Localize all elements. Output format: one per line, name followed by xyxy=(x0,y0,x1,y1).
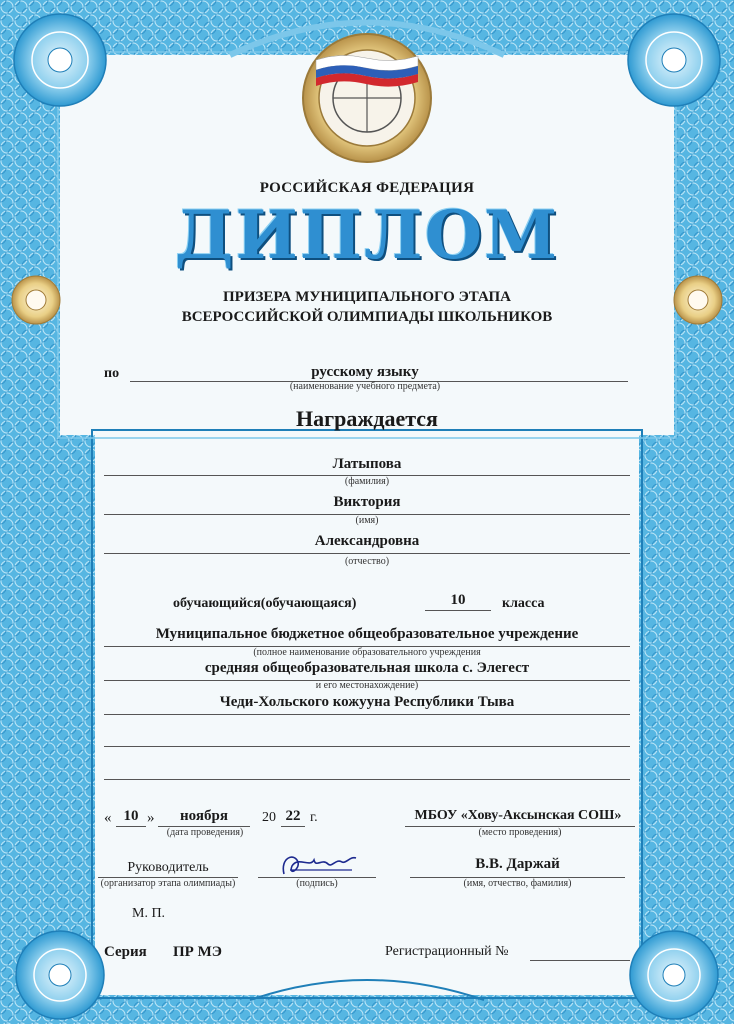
date-caption: (дата проведения) xyxy=(166,827,244,838)
subtitle-line-2: ВСЕРОССИЙСКОЙ ОЛИМПИАДЫ ШКОЛЬНИКОВ xyxy=(181,309,553,325)
venue-caption: (место проведения) xyxy=(478,827,562,838)
surname-value: Латыпова xyxy=(332,456,402,472)
school-caption-2: и его местонахождение) xyxy=(315,680,419,691)
school-line-3: Чеди-Хольского кожууна Республики Тыва xyxy=(219,694,515,710)
role-value: Руководитель xyxy=(127,860,209,875)
subtitle-line-1: ПРИЗЕРА МУНИЦИПАЛЬНОГО ЭТАПА xyxy=(223,289,511,305)
grade-prefix: обучающийся(обучающаяся) xyxy=(173,596,357,611)
date-year-prefix: 20 xyxy=(262,810,276,825)
first-name-value: Виктория xyxy=(333,494,401,510)
venue-value: МБОУ «Хову-Аксынская СОШ» xyxy=(414,808,622,823)
blank-line-2 xyxy=(104,779,630,780)
signature-caption: (подпись) xyxy=(296,878,338,889)
school-line-1: Муниципальное бюджетное общеобразовательное учреждение xyxy=(155,626,579,642)
date-month: ноября xyxy=(180,808,228,824)
surname-caption: (фамилия) xyxy=(344,476,390,487)
subject-value: русскому языку xyxy=(311,364,419,380)
diploma-subtitle xyxy=(0,287,734,327)
stamp-place: М. П. xyxy=(132,906,166,921)
school-line-3-rule xyxy=(104,714,630,715)
grade-value: 10 xyxy=(450,592,466,608)
date-year-line xyxy=(281,826,305,827)
date-year-unit: г. xyxy=(310,810,318,825)
school-caption-1: (полное наименование образовательного учреждения xyxy=(253,647,481,658)
series-label: Серия xyxy=(104,944,147,960)
olympiad-emblem-icon xyxy=(303,34,431,162)
signer-caption: (имя, отчество, фамилия) xyxy=(463,878,572,889)
series-value: ПР МЭ xyxy=(173,944,222,960)
patronymic-caption: (отчество) xyxy=(344,556,390,567)
date-close-quote: » xyxy=(147,810,155,826)
blank-line-1 xyxy=(104,746,630,747)
subject-caption: (наименование учебного предмета) xyxy=(289,381,441,392)
diploma-title: ДИПЛОМ xyxy=(174,196,560,274)
patronymic-value: Александровна xyxy=(314,533,420,549)
registration-label: Регистрационный № xyxy=(385,944,509,959)
signer-name: В.В. Даржай xyxy=(475,856,560,872)
school-line-2: средняя общеобразовательная школа с. Элегест xyxy=(204,660,530,676)
grade-line xyxy=(425,610,491,611)
role-caption: (организатор этапа олимпиады) xyxy=(100,878,236,889)
corner-rosette-icon xyxy=(14,14,106,106)
date-open-quote: « xyxy=(104,810,112,826)
date-year-suffix: 22 xyxy=(285,808,301,824)
first-name-caption: (имя) xyxy=(355,515,379,526)
date-day: 10 xyxy=(123,808,139,824)
country-heading: РОССИЙСКАЯ ФЕДЕРАЦИЯ xyxy=(259,180,475,196)
awarded-label: Награждается xyxy=(296,406,438,431)
subject-prefix: по xyxy=(104,366,120,381)
grade-suffix: класса xyxy=(502,596,545,611)
date-day-line xyxy=(116,826,146,827)
patronymic-line xyxy=(104,553,630,554)
registration-line xyxy=(530,960,630,961)
